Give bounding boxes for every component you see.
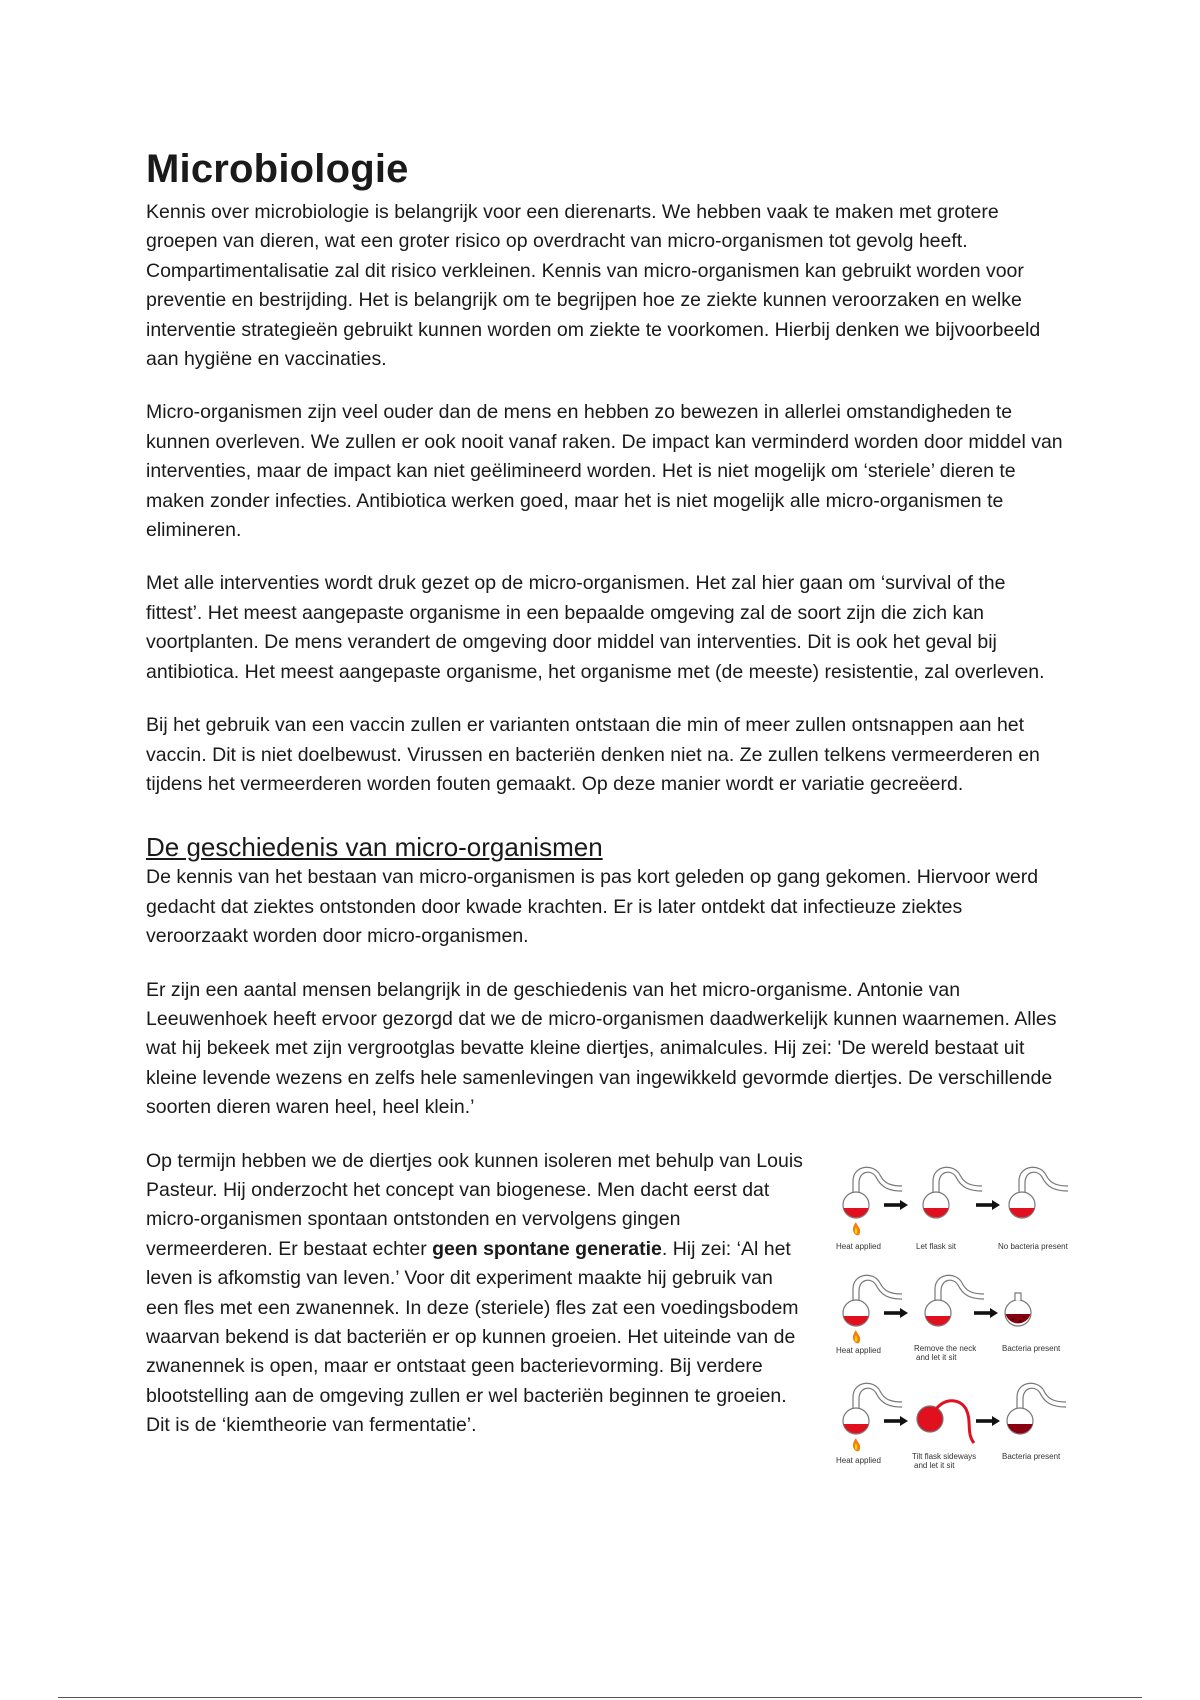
row2-label-4: Bacteria present (1002, 1343, 1061, 1353)
pasteur-bold: geen spontane generatie (432, 1237, 662, 1260)
history-paragraph: Er zijn een aantal mensen belangrijk in de geschiedenis van het micro-organisme. Antonie van Leeuwenhoek heeft ervoor gezorgd dat we de micro-organismen daadwerkelijk kunnen waarnemen. Alles wat hij bekeek met zijn vergrootglas bevatte kleine diertjes, animalcules. Hij zei: 'De wereld bestaat uit kleine levende wezens en zelfs hele samenlevingen van ingewikkeld gevormde diertjes. De verschillende soorten dieren waren heel, heel klein.’ (146, 978, 1057, 1119)
page-bottom-rule (58, 1697, 1142, 1698)
pasteur-block (146, 1147, 1068, 1470)
row3-flasks (843, 1383, 1066, 1451)
swan-neck-flask-figure (826, 1153, 1096, 1475)
pasteur-paragraph (146, 1147, 806, 1441)
row3-label-3: and let it sit (914, 1460, 955, 1470)
row3-label-1: Heat applied (836, 1455, 881, 1465)
row2-label-2: Remove the neck (914, 1343, 977, 1353)
row1-label-2: Let flask sit (916, 1241, 957, 1251)
section-heading: De geschiedenis van micro-organismen (146, 832, 603, 863)
row2-label-3: and let it sit (916, 1352, 957, 1362)
document-page (146, 146, 1068, 1470)
history-paragraph: De kennis van het bestaan van micro-organismen is pas kort geleden op gang gekomen. Hiervoor werd gedacht dat ziektes ontstonden door kwade krachten. Er is later ontdekt dat infectieuze ziektes veroorzaakt worden door micro-organismen. (146, 866, 1039, 948)
history-section (146, 831, 1068, 1470)
intro-paragraph: Met alle interventies wordt druk gezet op de micro-organismen. Het zal hier gaan om ‘survival of the fittest’. Het meest aangepaste organisme in een bepaalde omgeving zal de soort zijn die zich kan voortplanten. De mens verandert de omgeving door middel van interventies. Dit is ook het geval bij antibiotica. Het meest aangepaste organisme, het organisme met (de meeste) resistentie, zal overleven. (146, 572, 1045, 683)
row2-label-1: Heat applied (836, 1345, 881, 1355)
row1-flasks (843, 1167, 1068, 1235)
row2-flasks (843, 1275, 1031, 1343)
intro-paragraph: Micro-organismen zijn veel ouder dan de mens en hebben zo bewezen in allerlei omstandigheden te kunnen overleven. We zullen er ook nooit vanaf raken. De impact kan verminderd worden door middel van interventies, maar de impact kan niet geëlimineerd worden. Het is niet mogelijk om ‘steriele’ dieren te maken zonder infecties. Antibiotica werken goed, maar het is niet mogelijk alle micro-organismen te elimineren. (146, 401, 1063, 542)
intro-paragraph: Kennis over microbiologie is belangrijk voor een dierenarts. We hebben vaak te maken met grotere groepen van dieren, wat een groter risico op overdracht van micro-organismen tot gevolg heeft. Compartimentalisatie zal dit risico verkleinen. Kennis van micro-organismen kan gebruikt worden voor preventie en bestrijding. Het is belangrijk om te begrijpen hoe ze ziekte kunnen veroorzaken en welke interventie strategieën gebruikt kunnen worden om ziekte te voorkomen. Hierbij denken we bijvoorbeeld aan hygiëne en vaccinaties. (146, 201, 1041, 371)
intro-paragraph: Bij het gebruik van een vaccin zullen er varianten ontstaan die min of meer zullen ontsnappen aan het vaccin. Dit is niet doelbewust. Virussen en bacteriën denken niet na. Ze zullen telkens vermeerderen en tijdens het vermeerderen worden fouten gemaakt. Op deze manier wordt er variatie gecreëerd. (146, 714, 1040, 795)
row3-label-4: Bacteria present (1002, 1451, 1061, 1461)
row1-label-3: No bacteria present (998, 1241, 1068, 1251)
page-title: Microbiologie (146, 147, 409, 191)
row1-label-1: Heat applied (836, 1241, 881, 1251)
pasteur-text-2: . Hij zei: ‘Al het leven is afkomstig van leven.’ Voor dit experiment maakte hij gebruik van een fles met een zwanennek. In deze (steriele) fles zat een voedingsbodem waarvan bekend is dat bacteriën er op kunnen groeien. Het uiteinde van de zwanennek is open, maar er ontstaat geen bacterievorming. Bij verdere blootstelling aan de omgeving zullen er wel bacteriën beginnen te groeien. Dit is de ‘kiemtheorie van fermentatie’. (146, 1237, 799, 1437)
flask-diagram (826, 1153, 1096, 1475)
row3-label-2: Tilt flask sideways (912, 1451, 977, 1461)
pasteur-text-1: Op termijn hebben we de diertjes ook kunnen isoleren met behulp van Louis Pasteur. Hij onderzocht het concept van biogenese. Men dacht eerst dat micro-organismen spontaan ontstonden en vervolgens gingen vermeerderen. Er bestaat echter (146, 1149, 803, 1260)
